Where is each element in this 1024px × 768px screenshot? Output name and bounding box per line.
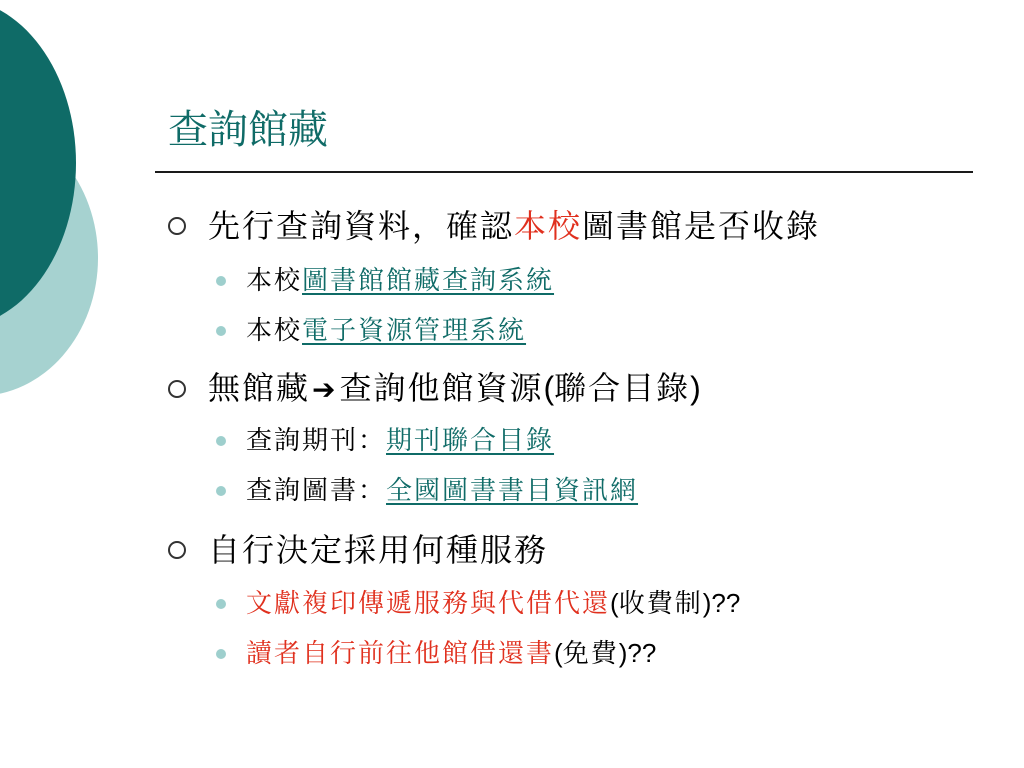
sub-item-prefix: 本校: [246, 316, 303, 346]
hollow-circle-bullet-icon: [168, 541, 186, 559]
dot-bullet-icon: [216, 649, 226, 659]
right-arrow-icon: ➔: [312, 373, 338, 406]
hollow-circle-bullet-icon: [168, 217, 186, 235]
sub-item-1-1: [216, 264, 554, 298]
library-catalog-link[interactable]: 圖書館館藏查詢系統: [302, 266, 555, 296]
sub-item-prefix: 本校: [246, 266, 303, 296]
sub-item-3-2: 讀者自行前往他館借還書(免費)??: [216, 636, 656, 671]
list-item-3: [160, 530, 548, 570]
sub-item-prefix: 查詢期刊：: [246, 426, 387, 456]
dot-bullet-icon: [216, 326, 226, 336]
service-name-red: 文獻複印傳遞服務與代借代還: [246, 589, 611, 619]
sub-item-3-1: 文獻複印傳遞服務與代借代還(收費制)??: [216, 586, 740, 621]
item-2-text: 無館藏➔查詢他館資源(聯合目錄): [208, 369, 701, 407]
sub-item-prefix: 查詢圖書：: [246, 476, 387, 506]
list-item-1: [160, 206, 820, 246]
service-name-red: 讀者自行前往他館借還書: [246, 639, 555, 669]
highlight-text: 本校: [514, 207, 583, 245]
slide-title: 查詢館藏: [168, 107, 328, 153]
sub-item-1-2: [216, 314, 526, 348]
hollow-circle-bullet-icon: [168, 380, 186, 398]
e-resource-system-link[interactable]: 電子資源管理系統: [302, 316, 527, 346]
dot-bullet-icon: [216, 436, 226, 446]
dot-bullet-icon: [216, 599, 226, 609]
sub-item-2-2: [216, 474, 638, 508]
journal-union-catalog-link[interactable]: 期刊聯合目錄: [386, 426, 555, 456]
title-divider: [155, 171, 973, 173]
dot-bullet-icon: [216, 276, 226, 286]
national-bibliographic-network-link[interactable]: 全國圖書書目資訊網: [386, 476, 639, 506]
dot-bullet-icon: [216, 486, 226, 496]
list-item-2: [160, 368, 701, 410]
item-1-text: 先行查詢資料，確認本校圖書館是否收錄: [208, 207, 821, 245]
sub-item-2-1: [216, 424, 554, 458]
item-3-text: 自行決定採用何種服務: [208, 531, 549, 569]
